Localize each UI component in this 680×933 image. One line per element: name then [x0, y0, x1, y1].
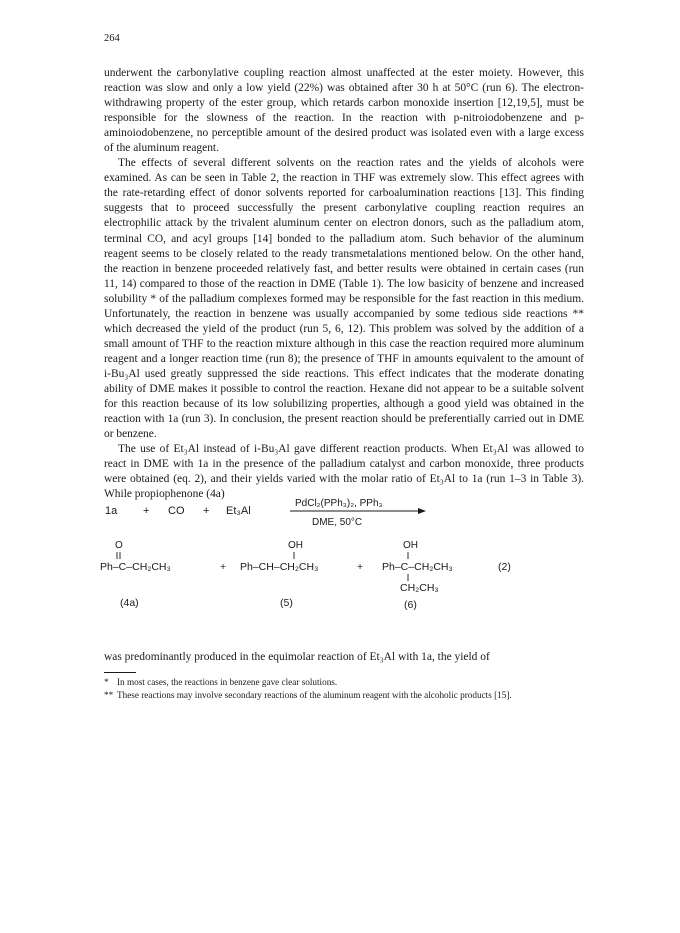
conditions-solvent: DME, 50°C [312, 517, 363, 528]
product-6-ethyl: CH₂CH₃ [400, 582, 439, 594]
product-5-formula: Ph–CH–CH₂CH₃ [240, 561, 319, 573]
body-text [104, 66, 584, 502]
product-4a-oxygen: O [115, 540, 123, 551]
plus-sign-2: + [203, 505, 210, 517]
product-4a-label: (4a) [120, 597, 139, 609]
footnote-divider [104, 672, 136, 673]
product-6-hydroxyl: OH [403, 540, 418, 551]
paragraph-3: The use of Et₃Al instead of i-Bu₃Al gave different reaction products. When Et₃Al was allowed to react in DME with 1a in the presence of the palladium catalyst and carbon monoxide, three products were obtained (eq. 2), and their yields varied with the molar ratio of Et₃Al to 1a (run 1–3 in Table 3). While propiophenone (4a) [104, 443, 584, 501]
footnotes [104, 676, 584, 701]
footnote-1-mark: * [104, 677, 109, 687]
paragraph-1: underwent the carbonylative coupling reaction almost unaffected at the ester moiety. However, this reaction was slow and only a low yield (22%) was obtained after 30 h at 50°C (run 6). The electron-withdrawing property of the ester group, which retards carbon monoxide insertion [12,19,5], must be responsible for the slowness of the reaction. In the reaction with p-nitroiodobenzene and p-aminoiodobenzene, no perceptible amount of the desired product was isolated even with a large excess of the aluminum reagent. [104, 67, 584, 155]
continued-paragraph: was predominantly produced in the equimolar reaction of Et₃Al with 1a, the yield of [104, 651, 490, 663]
conditions-catalyst: PdCl₂(PPh₃)₂, PPh₃ [295, 498, 383, 509]
reactant-1a: 1a [105, 505, 118, 517]
page-number: 264 [104, 33, 120, 44]
footnote-2-mark: ** [104, 689, 114, 700]
reaction-arrowhead [418, 508, 426, 514]
reactant-co: CO [168, 505, 185, 517]
footnote-1 [104, 676, 584, 689]
reaction-scheme-svg [100, 496, 600, 636]
reactant-et3al: Et₃Al [226, 505, 251, 517]
equation-number: (2) [498, 561, 511, 573]
plus-sign-4: + [357, 561, 364, 573]
plus-sign-3: + [220, 561, 227, 573]
plus-sign-1: + [143, 505, 150, 517]
product-5-hydroxyl: OH [288, 540, 303, 551]
paragraph-2: The effects of several different solvents on the reaction rates and the yields of alcohols were examined. As can be seen in Table 2, the reaction in THF was extremely slow. This effect agrees with the rate-retarding effect of donor solvents reported for carboalumination reactions [13]. This finding suggests that to proceed successfully the present carbonylative coupling reaction requires an electrophilic attack by the trivalent aluminum center on electron donors, such as the palladium atom, terminal CO, and acyl groups [14] bonded to the palladium atom. Such behavior of the aluminum reagent seems to be closely related to the ready transmetalations mentioned below. On the other hand, the reaction in benzene proceeded relatively fast, and better results were obtained in certain cases (run 11, 14) compared to those of the reaction in DME (Table 1). The low basicity of benzene and increased solubility * of the palladium complexes formed may be responsible for the fast reaction in this medium. Unfortunately, the reaction in benzene was usually accompanied by some tedious side reactions ** which decreased the yield of the product (run 5, 6, 12). This problem was solved by the addition of a small amount of THF to the reaction mixture although in this case the reaction required more aluminum reagent and a longer reaction time (run 8); the presence of THF in amounts equivalent to the amount of i-Bu₃Al used greatly suppressed the side reactions. This effect indicates that the moderate donating ability of DME makes it possible to control the reaction. Hexane did not appear to be a suitable solvent for this reaction because of its low solubilizing properties, although a good yield was obtained in the reaction with 1a (run 3). In conclusion, the present reaction should be preferentially carried out in DME or benzene. [104, 157, 584, 441]
footnote-2 [104, 689, 584, 702]
product-5-label: (5) [280, 597, 293, 609]
reaction-scheme-eq2 [100, 496, 600, 636]
product-4a-formula: Ph–C–CH₂CH₃ [100, 561, 171, 573]
product-6-label: (6) [404, 599, 417, 611]
product-6-formula: Ph–C–CH₂CH₃ [382, 561, 453, 573]
footnote-1-text: In most cases, the reactions in benzene gave clear solutions. [117, 677, 338, 687]
footnote-2-text: These reactions may involve secondary reactions of the aluminum reagent with the alcoholic products [15]. [117, 689, 512, 700]
